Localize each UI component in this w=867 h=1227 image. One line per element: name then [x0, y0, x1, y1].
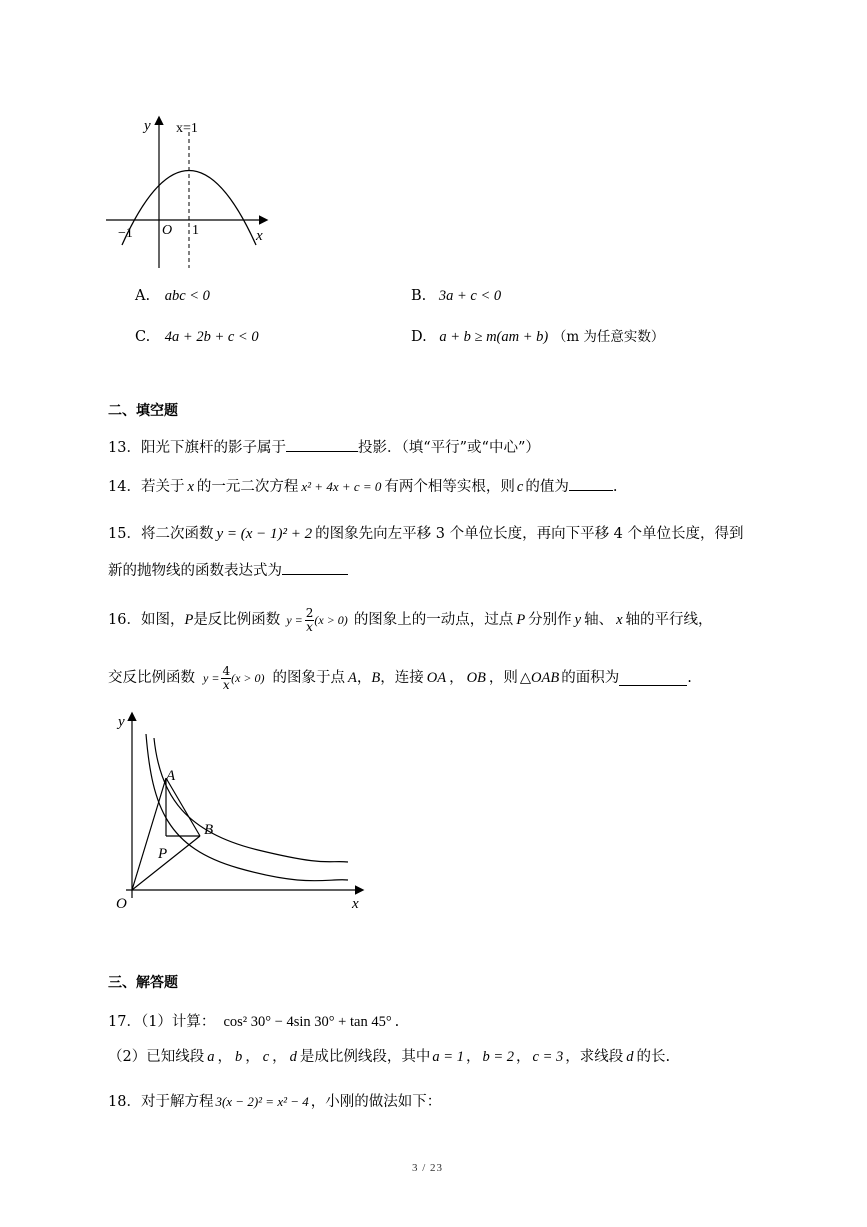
q16-l2-text-4: ，则 — [488, 670, 518, 686]
q16-point-p: P — [184, 612, 194, 628]
section-answer-title: 三、解答题 — [108, 975, 178, 991]
q16-function-1 — [286, 607, 348, 634]
q16-f2-y: y = — [203, 671, 220, 685]
q17-c-value: c = 3 — [532, 1049, 564, 1065]
y-axis-label: y — [144, 118, 151, 134]
q17-p2-text-3: ，求线段 — [565, 1049, 624, 1065]
q16-f2-condition: (x > 0) — [231, 671, 265, 685]
q17-var-d-2: d — [626, 1049, 634, 1065]
q14-answer-blank[interactable] — [569, 476, 613, 491]
q18-text-1: 18．对于解方程 — [108, 1094, 214, 1110]
q16-f1-fraction — [305, 607, 315, 634]
question-14 — [108, 476, 617, 497]
q17-comma-3: ， — [272, 1049, 287, 1065]
fig2-point-a-label: A — [166, 768, 176, 784]
q17-end: . — [394, 1014, 400, 1030]
q15-text-2: 的图象先向左平移 3 个单位长度，再向下平移 4 个单位长度，得到 — [315, 526, 744, 542]
x-axis-label: x — [256, 228, 263, 244]
q16-comma-2: ， — [449, 670, 464, 686]
q16-text-3: 的图象上的一动点，过点 — [353, 612, 514, 628]
q17-comma-1: ， — [217, 1049, 232, 1065]
question-18 — [108, 1092, 441, 1112]
q16-text-6: 轴的平行线， — [625, 612, 713, 628]
q16-x-axis: x — [616, 612, 623, 628]
segment-ob — [132, 836, 200, 890]
q17-var-c: c — [262, 1049, 270, 1065]
question-15-line-2 — [108, 560, 348, 581]
q15-line-2-text: 新的抛物线的函数表达式为 — [108, 563, 282, 579]
q16-l2-text-5: 的面积为 — [561, 670, 620, 686]
q17-comma-2: ， — [245, 1049, 260, 1065]
q16-f1-numerator: 2 — [305, 605, 314, 620]
q16-text-1: 16．如图， — [108, 612, 185, 628]
q17-var-b: b — [234, 1049, 243, 1065]
q16-l2-text-3: ，连接 — [380, 670, 424, 686]
q16-text-5: 轴、 — [584, 612, 614, 628]
inverse-proportion-figure — [108, 708, 370, 916]
q16-f1-condition: (x > 0) — [314, 613, 348, 627]
q17-comma-5: ， — [516, 1049, 531, 1065]
option-b[interactable] — [411, 286, 501, 306]
q18-text-2: ，小刚的做法如下： — [310, 1094, 442, 1110]
q16-segment-ob: OB — [466, 670, 486, 686]
option-d[interactable] — [411, 327, 664, 347]
curve-y-2-over-x — [146, 734, 348, 881]
q16-f1-y: y = — [286, 613, 303, 627]
q15-text-1: 15．将二次函数 — [108, 526, 214, 542]
q15-function: y = (x − 1)² + 2 — [216, 526, 313, 542]
q17-b-value: b = 2 — [482, 1049, 515, 1065]
section-fill-blank-title: 二、填空题 — [108, 403, 178, 419]
option-b-label: B. — [411, 288, 427, 304]
question-16-line-2 — [108, 656, 692, 700]
fig2-origin-label: O — [116, 896, 127, 912]
page-number: 3 / 23 — [412, 1162, 444, 1174]
q13-text-after: 投影．（填“平行”或“中心”） — [357, 440, 540, 456]
q14-text-2: 的一元二次方程 — [196, 479, 299, 495]
q17-comma-4: ， — [465, 1049, 481, 1065]
question-16-line-1 — [108, 598, 713, 642]
q14-var-c: c — [516, 479, 524, 495]
option-a-label: A. — [135, 288, 151, 304]
segment-ab — [166, 778, 200, 836]
q14-text-5: . — [612, 479, 618, 495]
question-17-part-1 — [108, 1012, 399, 1032]
q17-var-a: a — [207, 1049, 215, 1065]
option-b-expression: 3a + c < 0 — [438, 288, 502, 304]
symmetry-axis-label: x=1 — [176, 121, 198, 136]
question-15-line-1 — [108, 524, 744, 544]
q13-answer-blank[interactable] — [286, 437, 358, 452]
q16-l2-text-2: 的图象于点 — [272, 670, 345, 686]
q17-text-1: 17．（1）计算： — [108, 1014, 216, 1030]
option-d-expression: a + b ≥ m(am + b) — [439, 329, 549, 345]
fig2-y-label: y — [118, 714, 125, 730]
fig2-x-label: x — [352, 896, 359, 912]
q16-text-2: 是反比例函数 — [193, 612, 281, 628]
q16-segment-oa: OA — [426, 670, 447, 686]
question-17-part-2 — [108, 1047, 670, 1067]
q17-expression: cos² 30° − 4sin 30° + tan 45° — [223, 1014, 392, 1030]
q16-answer-blank[interactable] — [619, 671, 687, 686]
option-c[interactable] — [135, 327, 259, 347]
q15-answer-blank[interactable] — [282, 560, 348, 575]
q14-text-1: 14．若关于 — [108, 479, 185, 495]
fig2-point-b-label: B — [204, 822, 214, 838]
q17-a-value: a = 1 — [432, 1049, 464, 1065]
q17-p2-text-4: 的长. — [636, 1049, 671, 1065]
q16-triangle-oab: △OAB — [519, 670, 560, 686]
origin-label: O — [162, 223, 173, 238]
q16-f2-denominator: x — [222, 677, 230, 692]
q13-text-before: 13．阳光下旗杆的影子属于 — [108, 440, 286, 456]
q18-equation: 3(x − 2)² = x² − 4 — [215, 1094, 309, 1109]
q16-point-b: B — [371, 670, 381, 686]
tick-neg1-label: −1 — [118, 226, 133, 241]
q16-function-2 — [203, 665, 265, 692]
q16-comma: ， — [356, 670, 372, 686]
segment-oa — [132, 778, 166, 890]
q16-f2-numerator: 4 — [222, 663, 231, 678]
option-a[interactable] — [135, 286, 210, 306]
q14-var-x: x — [187, 479, 194, 495]
option-c-label: C. — [135, 329, 151, 345]
parabola-figure — [100, 112, 280, 274]
q16-point-a: A — [348, 670, 357, 686]
q14-equation: x² + 4x + c = 0 — [301, 479, 382, 494]
q14-text-3: 有两个相等实根，则 — [384, 479, 515, 495]
q16-point-p-2: P — [516, 612, 526, 628]
q17-p2-text-2: 是成比例线段，其中 — [299, 1049, 431, 1065]
option-c-expression: 4a + 2b + c < 0 — [164, 329, 259, 345]
q16-f1-denominator: x — [306, 619, 313, 634]
question-13 — [108, 437, 540, 458]
option-d-label: D. — [411, 329, 427, 345]
curve-y-4-over-x — [154, 738, 348, 862]
q14-text-4: 的值为 — [525, 479, 569, 495]
q16-l2-text-1: 交反比例函数 — [108, 670, 195, 686]
option-a-expression: abc < 0 — [164, 288, 210, 304]
q16-text-4: 分别作 — [528, 612, 572, 628]
q17-p2-text-1: （2）已知线段 — [108, 1049, 205, 1065]
q16-f2-fraction — [221, 665, 231, 692]
q17-var-d: d — [289, 1049, 297, 1065]
tick-1-label: 1 — [192, 223, 199, 238]
option-d-note: （m 为任意实数） — [552, 329, 665, 345]
q16-y-axis: y — [574, 612, 582, 628]
q16-l2-text-6: . — [687, 670, 692, 686]
fig2-point-p-label: P — [158, 846, 168, 862]
